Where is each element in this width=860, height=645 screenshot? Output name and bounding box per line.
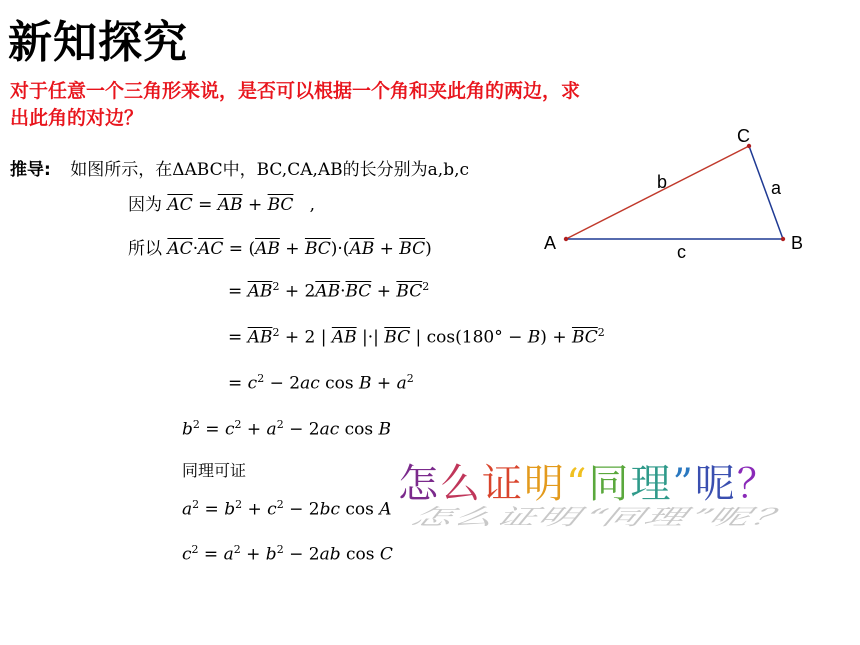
- similarly-label: 同理可证: [182, 461, 247, 480]
- side-a-label: a: [771, 178, 782, 198]
- triangle-diagram: [530, 120, 820, 270]
- wordart-char: 明: [524, 461, 566, 507]
- wordart-char: 么: [440, 461, 482, 507]
- derivation-label: 推导:: [10, 160, 51, 180]
- question-line-2: 出此角的对边？: [10, 107, 144, 129]
- law-of-cosines-c: $c^2 = a^2 + b^2 - 2ab$ cos C: [182, 543, 393, 565]
- equation-cos-form: = $\overline{AB}^2 + 2$ | $\overline{AB}$ |·| $\overline{BC}$ | $\cos(180^\circ - B) + \overline{BC}^2$: [228, 326, 605, 348]
- wordart-char: 同: [588, 461, 631, 507]
- side-b-label: b: [657, 172, 668, 192]
- vertex-b-label: B: [791, 233, 804, 253]
- equation-dot-product: 所以 $\overline{AC}\cdot\overline{AC} = (\overline{AB} + \overline{BC})\cdot(\overline{AB} + \overline{BC})$: [128, 239, 432, 259]
- wordart-shadow: 怎么证明“同理”呢？: [404, 504, 808, 530]
- wordart-char: ？: [736, 461, 779, 507]
- derivation-intro: [10, 155, 469, 180]
- derivation-intro-text: 如图所示，在ΔABC中，BC,CA,AB的长分别为a,b,c: [70, 160, 470, 180]
- vertex-a-point: [564, 237, 568, 241]
- wordart-question: [398, 452, 808, 530]
- law-of-cosines-b: $b^2 = c^2 + a^2 - 2ac$ cos B: [182, 418, 392, 440]
- slide-title: 新知探究: [8, 17, 188, 68]
- vertex-c-label: C: [737, 126, 750, 146]
- wordart-char: “: [566, 461, 589, 507]
- law-of-cosines-a: $a^2 = b^2 + c^2 - 2bc$ cos A: [182, 498, 392, 520]
- equation-result: = $c^2 - 2ac$ $\cos B + a^2$: [228, 372, 414, 394]
- wordart-char: 呢: [694, 461, 737, 507]
- therefore-label: 所以: [128, 239, 162, 259]
- wordart-char: 证: [482, 461, 524, 507]
- equation-expand: = $\overline{AB}^2 + 2\overline{AB}\cdot\overline{BC} + \overline{BC}^2$: [228, 280, 430, 302]
- wordart-text: [398, 461, 779, 507]
- wordart-char: ”: [672, 461, 695, 507]
- equation-vector-sum: 因为 $\overline{AC} = \overline{AB} + \overline{BC}$ ,: [128, 195, 316, 215]
- vertex-b-point: [781, 237, 785, 241]
- because-label: 因为: [128, 195, 162, 215]
- side-c-label: c: [677, 242, 686, 262]
- vertex-a-label: A: [544, 233, 557, 253]
- wordart-char: 怎: [398, 461, 440, 507]
- wordart-char: 理: [630, 461, 673, 507]
- question-line-1: 对于任意一个三角形来说，是否可以根据一个角和夹此角的两边，求: [10, 80, 581, 102]
- side-b-line: [566, 146, 749, 239]
